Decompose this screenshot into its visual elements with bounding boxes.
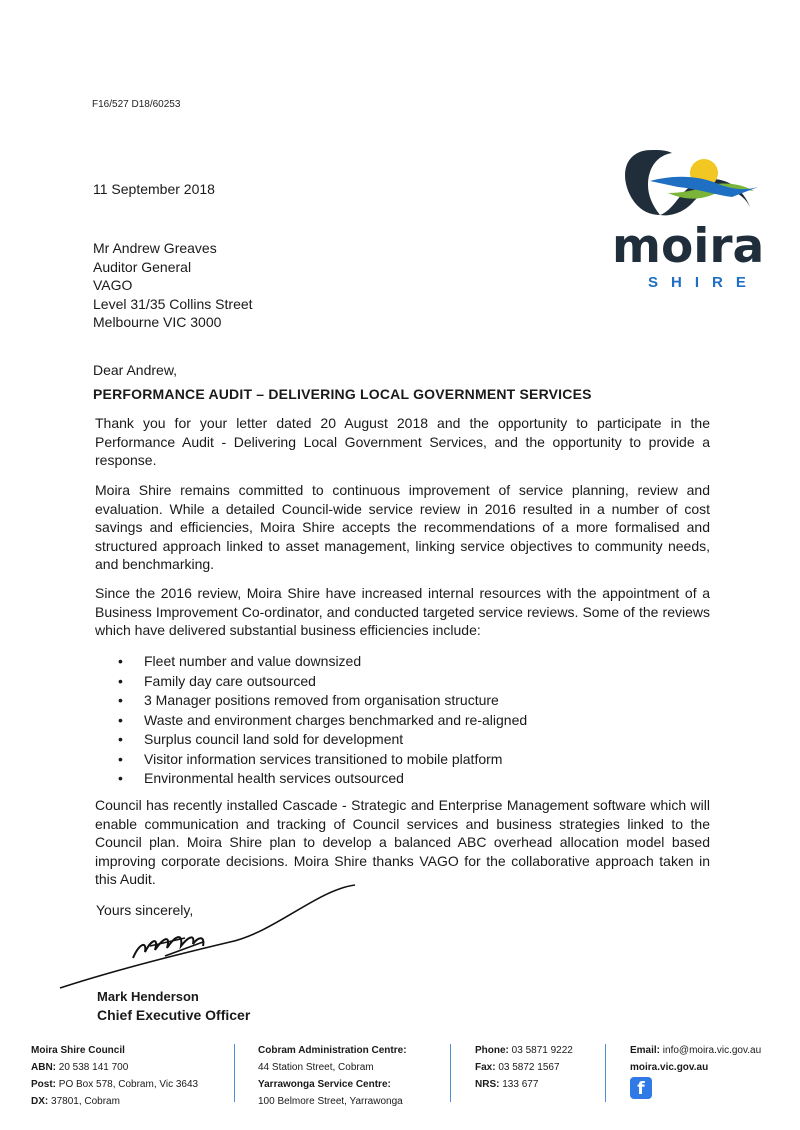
logo-subtitle: SHIRE: [648, 274, 759, 291]
list-item: • Family day care outsourced: [118, 672, 527, 692]
moira-shire-logo: [612, 145, 772, 295]
footer-post: PO Box 578, Cobram, Vic 3643: [58, 1079, 199, 1090]
footer-dx: 37801, Cobram: [51, 1096, 120, 1107]
recipient-address: [93, 239, 253, 332]
list-item: • Surplus council land sold for development: [118, 730, 527, 750]
signer-title: Chief Executive Officer: [97, 1007, 251, 1023]
footer-dx-label: DX:: [31, 1096, 49, 1107]
logo-emblem-icon: [612, 145, 772, 225]
list-item: • Environmental health services outsourced: [118, 769, 527, 789]
footer-nrs-label: NRS:: [475, 1079, 500, 1090]
list-item: • Waste and environment charges benchmarked and re-aligned: [118, 711, 527, 731]
closing: Yours sincerely,: [96, 902, 194, 918]
signer-name: Mark Henderson: [97, 989, 199, 1004]
footer-council-details: [31, 1042, 198, 1110]
footer-abn: 20 538 141 700: [58, 1062, 129, 1073]
paragraph-cascade: Council has recently installed Cascade - Strategic and Enterprise Management software which will enable communication and tracking of Council services and business strategies linked to the Council plan. Moira Shire plan to develop a balanced ABC overhead allocation model based improving corporate decisions. Moira Shire thanks VAGO for the collaborative approach taken in this Audit.: [95, 797, 710, 887]
footer-yarrawonga-address: 100 Belmore Street, Yarrawonga: [258, 1096, 403, 1107]
reference-number: F16/527 D18/60253: [92, 99, 181, 110]
footer-divider: [234, 1044, 235, 1102]
footer-nrs: 133 677: [502, 1079, 539, 1090]
footer-fax-label: Fax:: [475, 1062, 496, 1073]
footer-cobram-label: Cobram Administration Centre:: [258, 1045, 407, 1056]
paragraph-intro: Thank you for your letter dated 20 August 2018 and the opportunity to participate in the Performance Audit - Delivering Local Government Services, and the opportunity to provide a response.: [95, 415, 710, 468]
paragraph-review: Since the 2016 review, Moira Shire have increased internal resources with the appointment of a Business Improvement Co-ordinator, and conducted targeted service reviews. Some of the reviews which have delivered substantial business efficiencies include:: [95, 585, 710, 638]
list-item: • Visitor information services transitioned to mobile platform: [118, 750, 527, 770]
footer-website-link[interactable]: moira.vic.gov.au: [630, 1062, 709, 1073]
footer-email-link[interactable]: info@moira.vic.gov.au: [662, 1045, 762, 1056]
footer-online: [630, 1042, 761, 1076]
logo-wordmark: moira: [612, 219, 765, 274]
footer-abn-label: ABN:: [31, 1062, 56, 1073]
footer-phone: 03 5871 9222: [511, 1045, 573, 1056]
footer-fax: 03 5872 1567: [498, 1062, 560, 1073]
footer-divider: [450, 1044, 451, 1102]
recipient-address-line1: Level 31/35 Collins Street: [93, 295, 253, 312]
recipient-title: Auditor General: [93, 258, 192, 275]
signature-icon: [55, 880, 365, 995]
letter-date: 11 September 2018: [93, 181, 215, 197]
footer-cobram-address: 44 Station Street, Cobram: [258, 1062, 374, 1073]
facebook-icon[interactable]: f: [630, 1077, 652, 1099]
salutation: Dear Andrew,: [93, 362, 178, 378]
footer-org-name: Moira Shire Council: [31, 1045, 125, 1056]
efficiency-list: [118, 652, 527, 789]
list-item: • Fleet number and value downsized: [118, 652, 527, 672]
paragraph-commitment: Moira Shire remains committed to continuous improvement of service planning, review and evaluation. While a detailed Council-wide service review in 2016 resulted in a number of cost savings and efficiencies, Moira Shire accepts the recommendations of a more formalised and structured approach linked to asset management, linking service objectives to community needs, and benchmarking.: [95, 482, 710, 572]
list-item: • 3 Manager positions removed from organisation structure: [118, 691, 527, 711]
footer-centres: [258, 1042, 407, 1110]
footer-email-label: Email:: [630, 1045, 661, 1056]
recipient-name: Mr Andrew Greaves: [93, 240, 217, 256]
recipient-address-line2: Melbourne VIC 3000: [93, 314, 222, 330]
footer-yarrawonga-label: Yarrawonga Service Centre:: [258, 1079, 391, 1090]
footer-phone-details: [475, 1042, 573, 1093]
recipient-organisation: VAGO: [93, 277, 133, 293]
footer-post-label: Post:: [31, 1079, 56, 1090]
subject-heading: PERFORMANCE AUDIT – DELIVERING LOCAL GOVERNMENT SERVICES: [93, 386, 592, 402]
footer-phone-label: Phone:: [475, 1045, 509, 1056]
footer-divider: [605, 1044, 606, 1102]
